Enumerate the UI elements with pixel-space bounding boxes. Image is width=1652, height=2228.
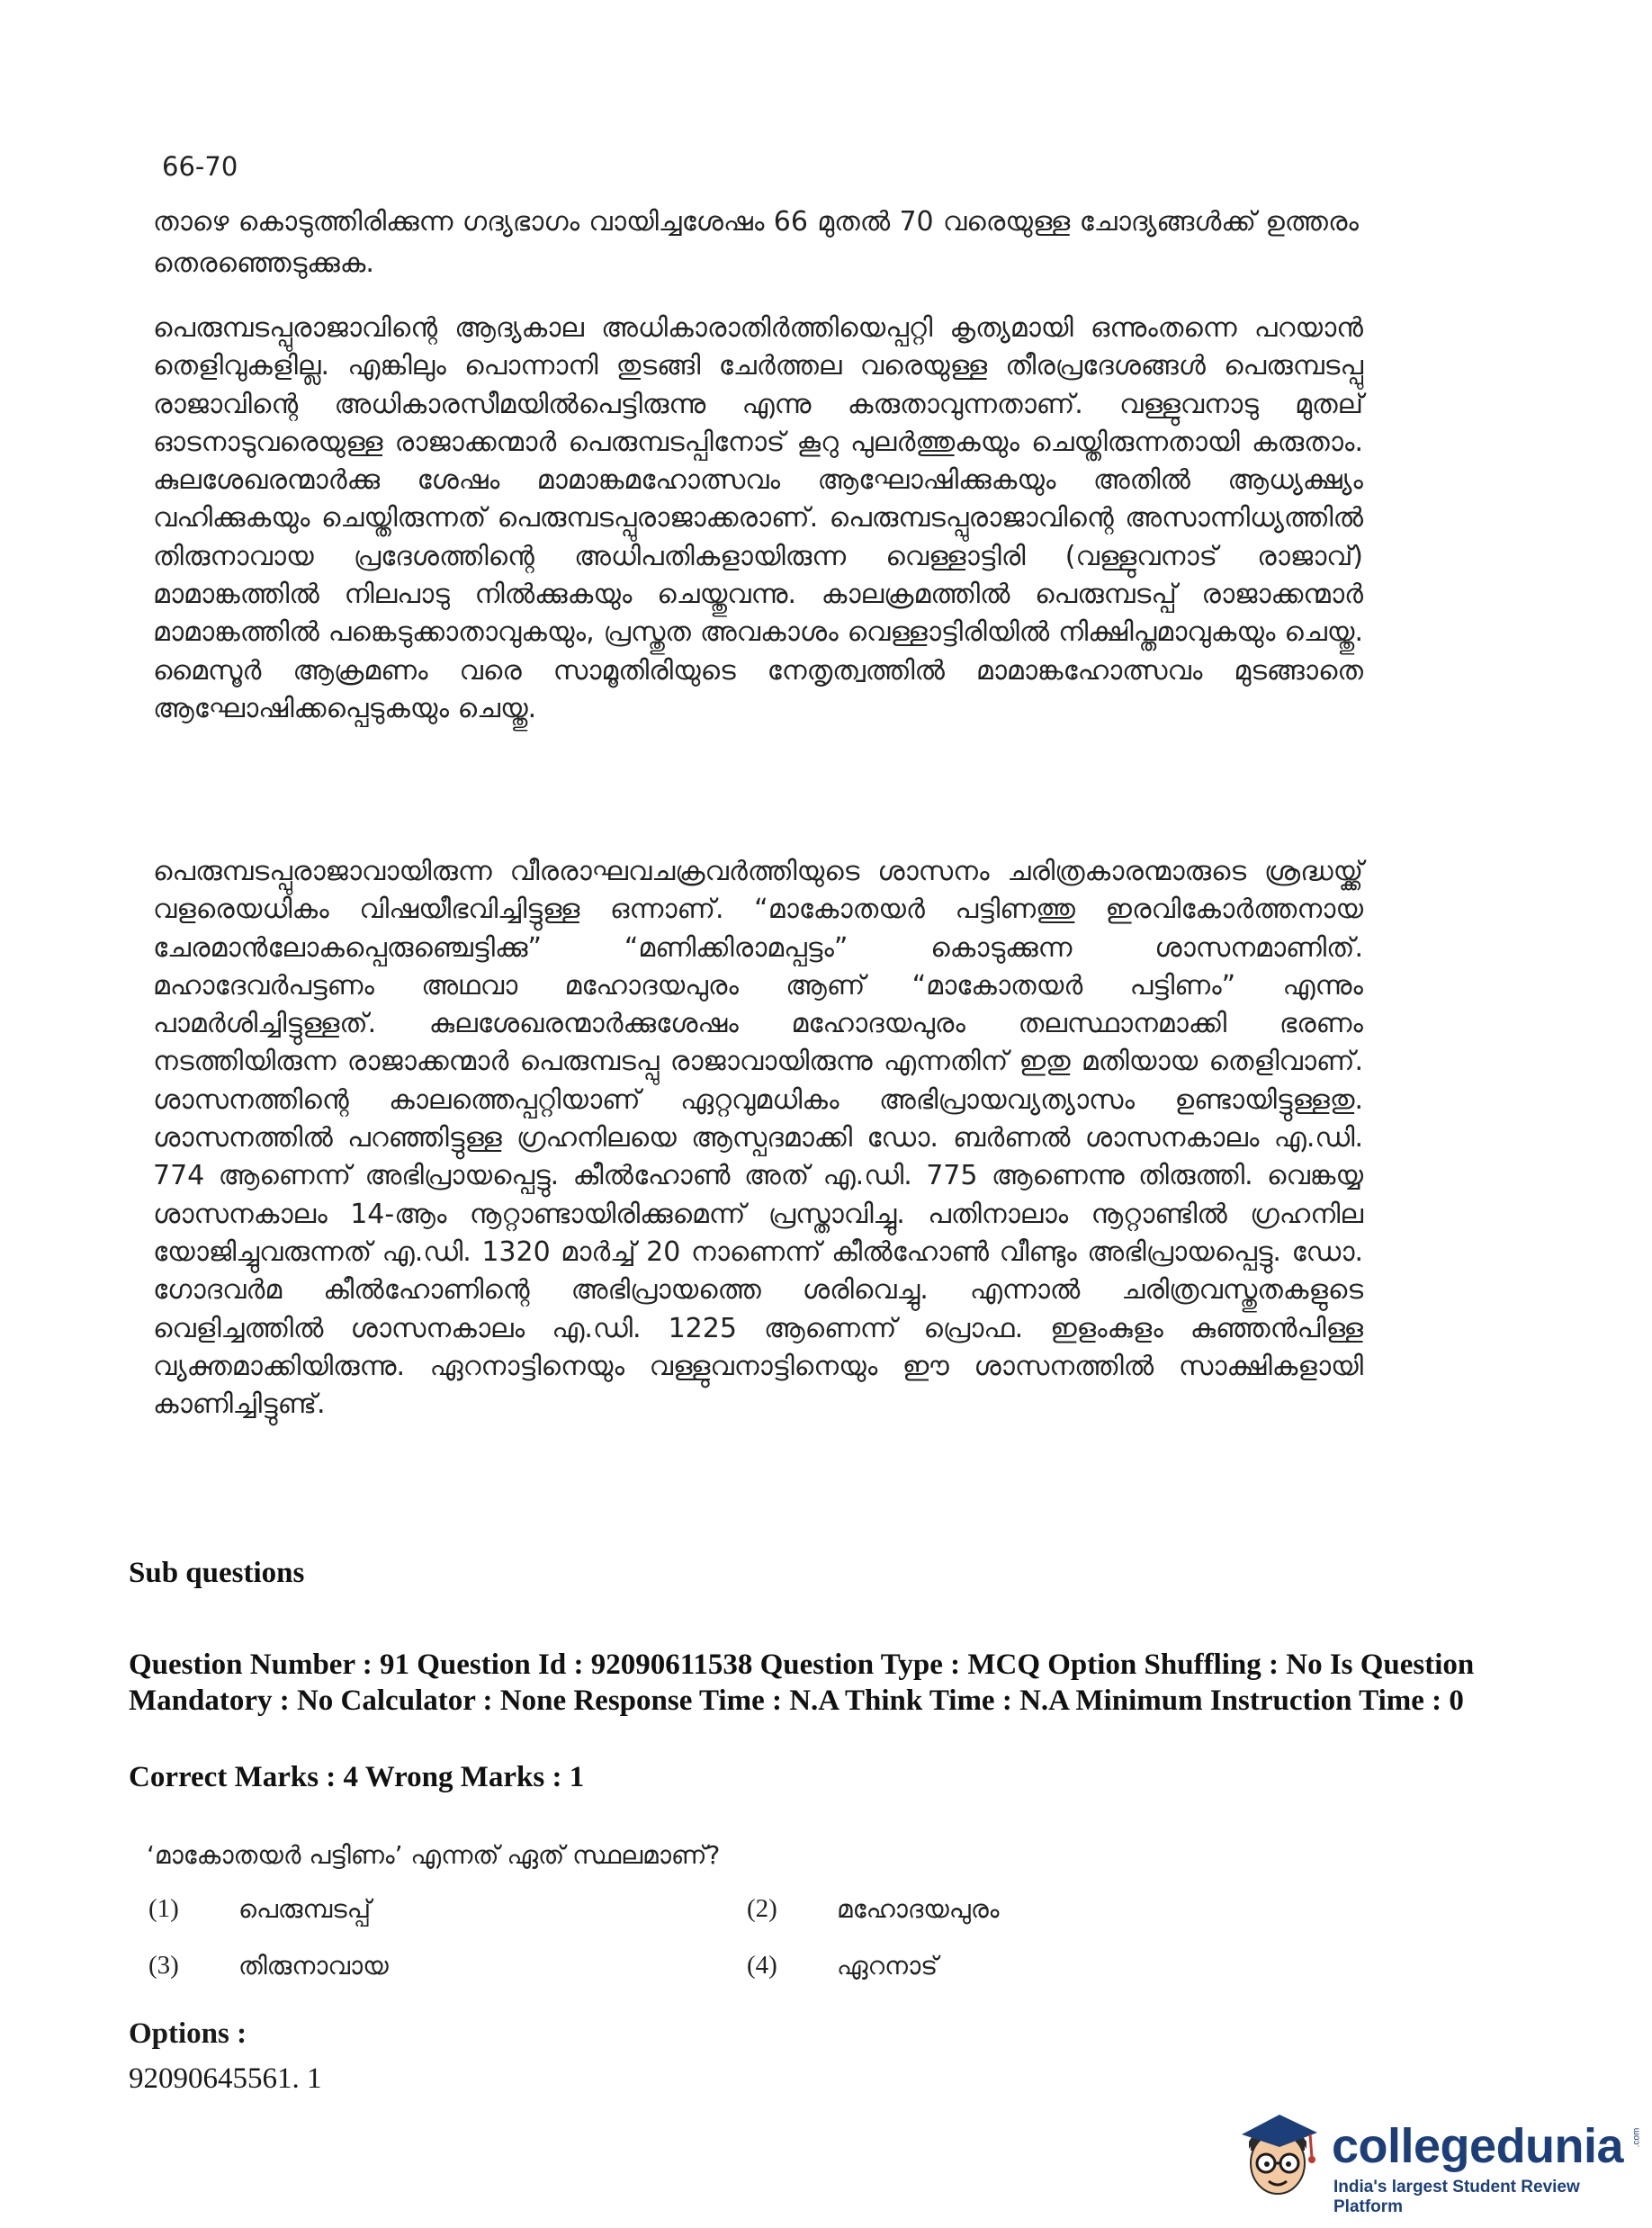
- question-meta: Question Number : 91 Question Id : 92090611538 Question Type : MCQ Option Shuffling : No Is Question Mandatory : No Calculator : None Response Time : N.A Think Time : N.A Minimum Instruction Time : 0: [129, 1649, 1475, 1717]
- option-text: പെരുമ്പടപ്പ്: [238, 1894, 372, 1924]
- option-id: 92090645561. 1: [129, 2062, 322, 2095]
- brand-suffix: .com: [1631, 2127, 1642, 2148]
- brand-logo: [1224, 2106, 1642, 2216]
- option-text: ഏറനാട്: [837, 1951, 938, 1981]
- option-1: [148, 1894, 371, 1925]
- option-number: (4): [747, 1951, 777, 1980]
- option-4: [747, 1951, 938, 1981]
- option-number: (2): [747, 1894, 777, 1923]
- sub-questions-heading: Sub questions: [129, 1557, 305, 1589]
- brand-name: collegedunia: [1332, 2119, 1624, 2173]
- mascot-icon: [1224, 2106, 1332, 2209]
- option-text: തിരുനാവായ: [238, 1951, 389, 1981]
- options-heading: Options :: [129, 2017, 247, 2050]
- option-number: (3): [148, 1951, 179, 1980]
- option-text: മഹോദയപുരം: [837, 1894, 1000, 1924]
- brand-tagline: India's largest Student Review Platform: [1333, 2178, 1580, 2216]
- question-text: ‘മാകോതയർ പട്ടിണം’ എന്നത് ഏത് സ്ഥലമാണ്?: [147, 1840, 721, 1870]
- passage-paragraph-1: പെരുമ്പടപ്പുരാജാവിന്റെ ആദ്യകാല അധികാരാതിർത്തിയെപ്പറ്റി കൃത്യമായി ഒന്നുംതന്നെ പറയാൻ തെളിവുകളില്ല. എങ്കിലും പൊന്നാനി തുടങ്ങി ചേർത്തല വരെയുള്ള തീരപ്രദേശങ്ങൾ പെരുമ്പടപ്പു രാജാവിന്റെ അധികാരസീമയിൽപെട്ടിരുന്നു എന്നു കരുതാവുന്നതാണ്. വള്ളുവനാടു മുതല് ഓടനാടുവരെയുള്ള രാജാക്കന്മാർ പെരുമ്പടപ്പിനോട് കൂറു പുലർത്തുകയും ചെയ്തിരുന്നതായി കരുതാം. കുലശേഖരന്മാർക്കു ശേഷം മാമാങ്കമഹോത്സവം ആഘോഷിക്കുകയും അതിൽ ആധ്യക്ഷ്യം വഹിക്കുകയും ചെയ്തിരുന്നത് പെരുമ്പടപ്പുരാജാക്കരാണ്. പെരുമ്പടപ്പുരാജാവിന്റെ അസാന്നിധ്യത്തിൽ തിരുനാവായ പ്രദേശത്തിന്റെ അധിപതികളായിരുന്ന വെള്ളാട്ടിരി (വള്ളുവനാട് രാജാവ്) മാമാങ്കത്തിൽ നിലപാടു നിൽക്കുകയും ചെയ്തുവന്നു. കാലക്രമത്തിൽ പെരുമ്പടപ്പ് രാജാക്കന്മാർ മാമാങ്കത്തിൽ പങ്കെടുക്കാതാവുകയും, പ്രസ്തുത അവകാശം വെള്ളാട്ടിരിയിൽ നിക്ഷിപ്തമാവുകയും ചെയ്തു. മൈസൂർ ആക്രമണം വരെ സാമൂതിരിയുടെ നേതൃത്വത്തിൽ മാമാങ്കഹോത്സവം മുടങ്ങാതെ ആഘോഷിക്കപ്പെടുകയും ചെയ്തു.: [153, 312, 1363, 724]
- question-range: 66-70: [162, 151, 238, 182]
- option-number: (1): [148, 1894, 179, 1923]
- passage-paragraph-2: പെരുമ്പടപ്പുരാജാവായിരുന്ന വീരരാഘവചക്രവർത്തിയുടെ ശാസനം ചരിത്രകാരന്മാരുടെ ശ്രദ്ധയ്ക്ക് വളരെയധികം വിഷയീഭവിച്ചിട്ടുള്ള ഒന്നാണ്. “മാകോതയർ പട്ടിണത്തു ഇരവികോർത്തനായ ചേരമാൻലോകപ്പെരുഞ്ചെട്ടിക്കു” “മണിക്കിരാമപ്പട്ടം” കൊടുക്കുന്ന ശാസനമാണിത്. മഹാദേവർപട്ടണം അഥവാ മഹോദയപുരം ആണ് “മാകോതയർ പട്ടിണം” എന്നും പാമർശിച്ചിട്ടുള്ളത്. കുലശേഖരന്മാർക്കുശേഷം മഹോദയപുരം തലസ്ഥാനമാക്കി ഭരണം നടത്തിയിരുന്ന രാജാക്കന്മാർ പെരുമ്പടപ്പു രാജാവായിരുന്നു എന്നതിന് ഇതു മതിയായ തെളിവാണ്. ശാസനത്തിന്റെ കാലത്തെപ്പറ്റിയാണ് ഏറ്റവുമധികം അഭിപ്രായവ്യത്യാസം ഉണ്ടായിട്ടുള്ളതു. ശാസനത്തിൽ പറഞ്ഞിട്ടുള്ള ഗ്രഹനിലയെ ആസ്പദമാക്കി ഡോ. ബർണൽ ശാസനകാലം എ.ഡി. 774 ആണെന്ന് അഭിപ്രായപ്പെട്ടു. കീൽഹോൺ അത് എ.ഡി. 775 ആണെന്നു തിരുത്തി. വെങ്കയ്യ ശാസനകാലം 14-ആം നൂറ്റാണ്ടായിരിക്കുമെന്ന് പ്രസ്താവിച്ചു. പതിനാലാം നൂറ്റാണ്ടിൽ ഗ്രഹനില യോജിച്ചുവരുന്നത് എ.ഡി. 1320 മാർച്ച് 20 നാണെന്ന് കീൽഹോൺ വീണ്ടും അഭിപ്രായപ്പെട്ടു. ഡോ. ഗോദവർമ കീൽഹോണിന്റെ അഭിപ്രായത്തെ ശരിവെച്ചു. എന്നാൽ ചരിത്രവസ്തുതകളുടെ വെളിച്ചത്തിൽ ശാസനകാലം എ.ഡി. 1225 ആണെന്ന് പ്രൊഫ. ഇളംകുളം കുഞ്ഞൻപിള്ള വ്യക്തമാക്കിയിരുന്നു. ഏറനാട്ടിനെയും വള്ളുവനാട്ടിനെയും ഈ ശാസനത്തിൽ സാക്ഷികളായി കാണിച്ചിട്ടുണ്ട്.: [153, 856, 1363, 1421]
- marks-info: Correct Marks : 4 Wrong Marks : 1: [129, 1761, 585, 1793]
- option-3: [148, 1951, 389, 1981]
- passage-instruction: താഴെ കൊടുത്തിരിക്കുന്ന ഗദ്യഭാഗം വായിച്ചശേഷം 66 മുതൽ 70 വരെയുള്ള ചോദ്യങ്ങൾക്ക് ഉത്തരം തെരഞ്ഞെടുക്കുക.: [153, 206, 1359, 279]
- option-2: [747, 1894, 1000, 1925]
